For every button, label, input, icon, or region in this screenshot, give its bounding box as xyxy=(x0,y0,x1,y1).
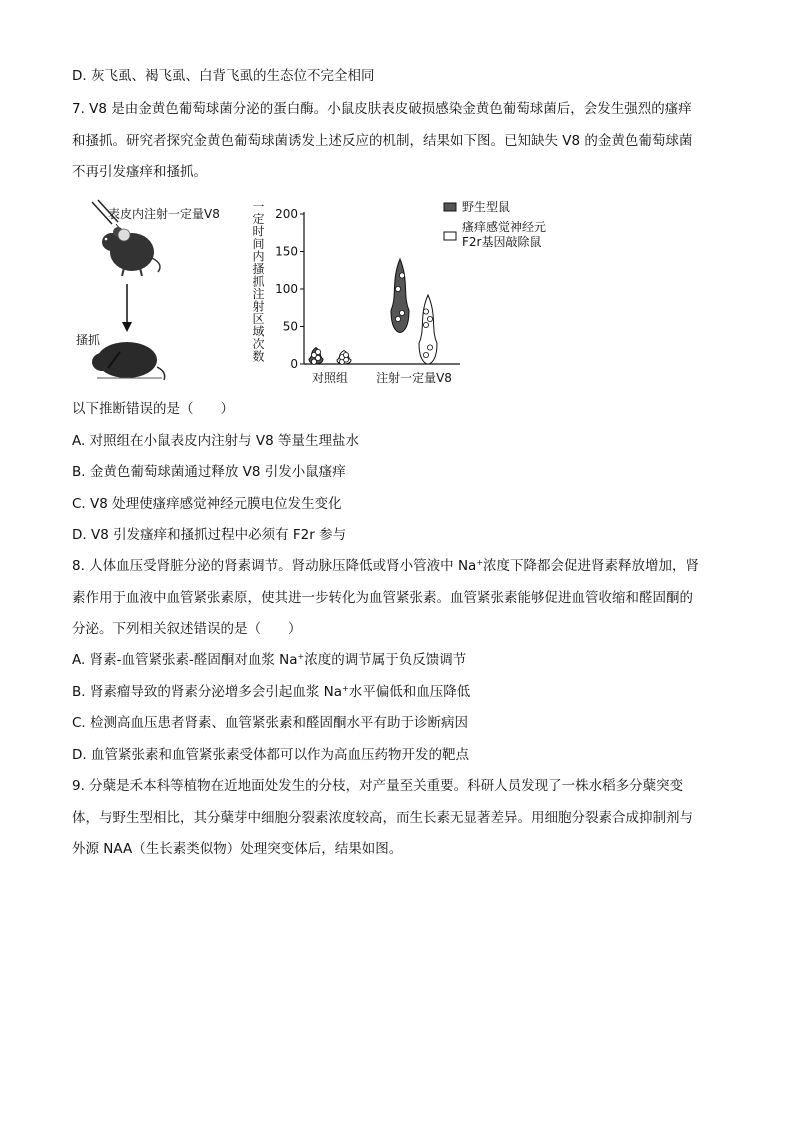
data-point xyxy=(427,345,432,350)
question-9-line-2: 体，与野生型相比，其分蘖芽中细胞分裂素浓度较高，而生长素无显著差异。用细胞分裂素合成抑制剂与 xyxy=(72,810,693,826)
q8-option-b[interactable] xyxy=(72,683,470,701)
question-7-line-1: 7. V8 是由金黄色葡萄球菌分泌的蛋白酶。小鼠皮肤表皮破损感染金黄色葡萄球菌后，会发生强烈的瘙痒 xyxy=(72,101,692,117)
y-ticks xyxy=(275,207,304,371)
question-7-line-3: 不再引发瘙痒和搔抓。 xyxy=(72,164,207,180)
q8a-text-a: A. 肾素-血管紧张素-醛固酮对血浆 Na xyxy=(72,652,298,668)
y-tick-label: 200 xyxy=(275,207,298,221)
data-point xyxy=(395,286,400,291)
y-tick-label: 50 xyxy=(282,319,298,334)
data-point xyxy=(343,352,348,357)
inject-label: 表皮内注射一定量V8 xyxy=(108,207,220,221)
q7-option-a[interactable]: A. 对照组在小鼠表皮内注射与 V8 等量生理盐水 xyxy=(72,433,359,449)
x-tick-label: 对照组 xyxy=(311,371,349,385)
data-point xyxy=(399,273,404,278)
question-9-line-3: 外源 NAA（生长素类似物）处理突变体后，结果如图。 xyxy=(72,841,403,857)
option-d-ecology: D. 灰飞虱、褐飞虱、白背飞虱的生态位不完全相同 xyxy=(72,68,375,84)
v8-experiment-figure xyxy=(72,192,592,392)
q8-text-a: 8. 人体血压受肾脏分泌的肾素调节。肾动脉压降低或肾小管液中 Na xyxy=(72,558,477,574)
data-point xyxy=(423,309,428,314)
scratching-mouse-icon xyxy=(92,342,165,380)
violins xyxy=(309,259,437,364)
q8-option-c[interactable]: C. 检测高血压患者肾素、血管紧张素和醛固酮水平有助于诊断病因 xyxy=(72,715,469,731)
q8-sup: + xyxy=(476,558,484,567)
question-7-stem: 以下推断错误的是（ ） xyxy=(72,401,234,417)
mouse-icon xyxy=(102,227,160,276)
y-tick-label: 100 xyxy=(275,282,298,296)
q7-option-c[interactable]: C. V8 处理使瘙痒感觉神经元膜电位发生变化 xyxy=(72,496,342,512)
data-point xyxy=(423,322,428,327)
y-axis-label: 一定时间内搔抓注射区域次数 xyxy=(251,200,265,363)
data-point xyxy=(399,310,404,315)
legend xyxy=(444,199,546,249)
data-point xyxy=(423,352,428,357)
down-arrow-icon xyxy=(122,284,132,332)
data-point xyxy=(315,349,320,354)
q8b-text-a: B. 肾素瘤导致的肾素分泌增多会引起血浆 Na xyxy=(72,684,343,700)
q7-option-b[interactable]: B. 金黄色葡萄球菌通过释放 V8 引发小鼠瘙痒 xyxy=(72,464,346,480)
data-point xyxy=(395,316,400,321)
q8b-text-b: 水平偏低和血压降低 xyxy=(348,684,471,700)
question-7-line-2: 和搔抓。研究者探究金黄色葡萄球菌诱发上述反应的机制，结果如下图。已知缺失 V8 的金黄色葡萄球菌 xyxy=(72,133,693,149)
q8-option-a[interactable] xyxy=(72,651,466,669)
legend-swatch-knockout xyxy=(444,232,456,240)
q7-option-d[interactable]: D. V8 引发瘙痒和搔抓过程中必须有 F2r 参与 xyxy=(72,527,347,543)
q8a-text-b: 浓度的调节属于负反馈调节 xyxy=(304,652,467,668)
q8-text-b: 浓度下降都会促进肾素释放增加，肾 xyxy=(483,558,700,574)
scratch-label: 搔抓 xyxy=(76,333,101,347)
question-9-line-1: 9. 分蘖是禾本科等植物在近地面处发生的分枝，对产量至关重要。科研人员发现了一株水稻多分蘖突变 xyxy=(72,778,684,794)
question-8-line-3: 分泌。下列相关叙述错误的是（ ） xyxy=(72,621,302,637)
violin-1-0 xyxy=(391,259,409,333)
x-tick-label: 注射一定量V8 xyxy=(376,371,452,385)
legend-label-wildtype: 野生型鼠 xyxy=(462,200,511,214)
q8a-sup: + xyxy=(297,652,305,661)
q8-option-d[interactable]: D. 血管紧张素和血管紧张素受体都可以作为高血压药物开发的靶点 xyxy=(72,747,469,763)
legend-label-knockout-1: 瘙痒感觉神经元 xyxy=(462,220,547,234)
legend-label-knockout-2: F2r基因敲除鼠 xyxy=(462,235,542,249)
y-tick-label: 150 xyxy=(275,244,298,259)
x-tick-labels xyxy=(312,370,452,385)
figure-svg xyxy=(72,192,592,392)
y-tick-label: 0 xyxy=(290,357,298,371)
legend-swatch-wildtype xyxy=(444,203,456,211)
data-point xyxy=(427,316,432,321)
question-8-line-1 xyxy=(72,557,699,575)
question-8-line-2: 素作用于血液中血管紧张素原，使其进一步转化为血管紧张素。血管紧张素能够促进血管收缩和醛固酮的 xyxy=(72,590,693,606)
q8b-sup: + xyxy=(342,684,349,693)
